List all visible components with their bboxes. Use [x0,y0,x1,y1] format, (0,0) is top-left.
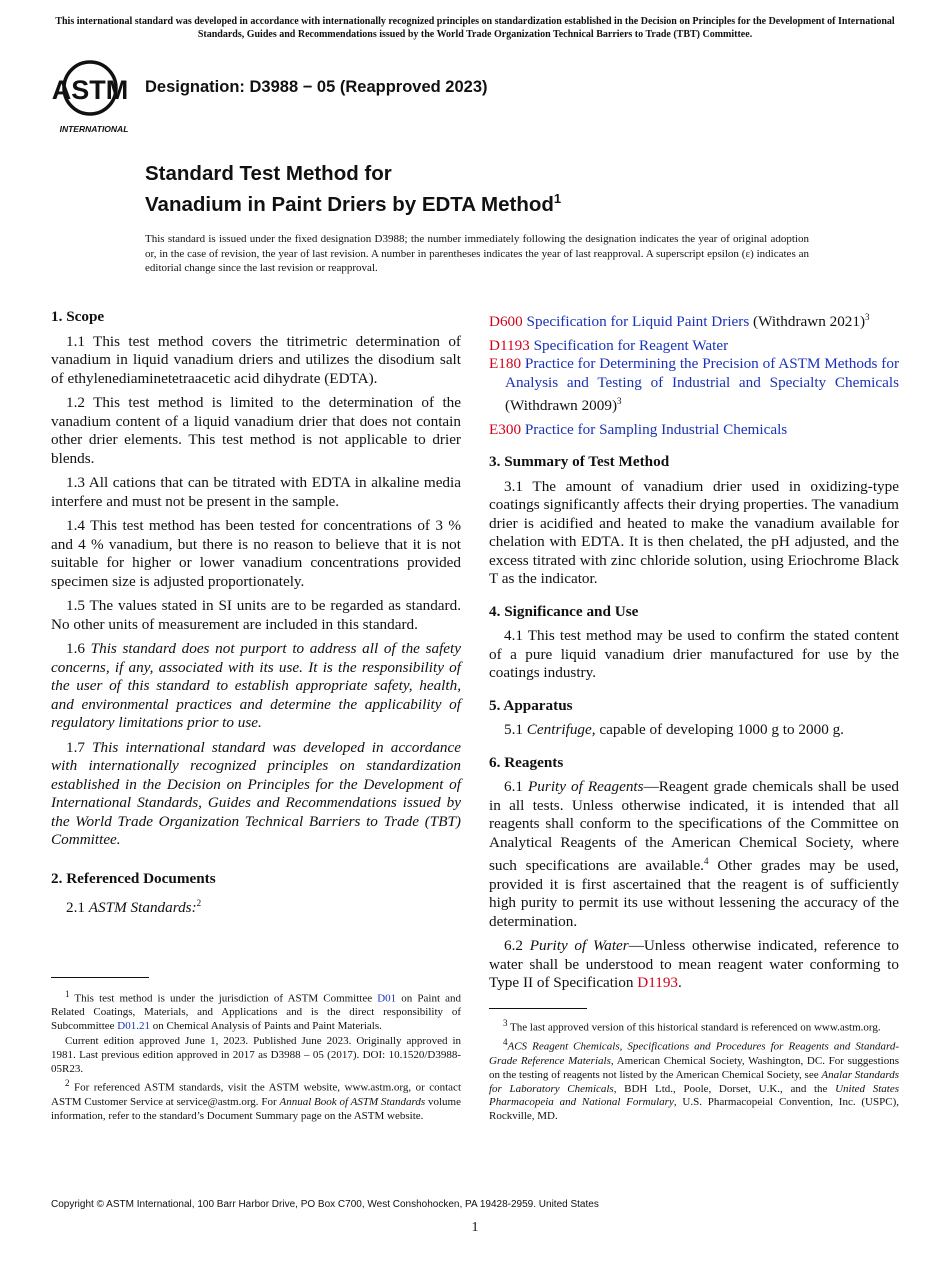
reference-code[interactable]: E180 [489,355,522,373]
paragraph-6-1 [489,778,899,931]
reference-item[interactable] [489,355,899,416]
footnote-ref[interactable]: 2 [196,898,202,908]
paragraph-5-1-text: capable of developing 1000 g to 2000 g. [595,721,844,739]
paragraph-2-1-text: ASTM Standards: [88,899,197,917]
logo-text: ASTM [52,75,129,105]
footnote-text: on Chemical Analysis of Paints and Paint Materials. [150,1020,382,1033]
paragraph-5-1 [489,721,899,740]
paragraph-number: 5.1 [504,721,523,739]
preface: This standard is issued under the fixed designation D3988; the number immediately following the designation indicates the year of original adoption or, in the case of revision, the year of last revision. A number in parentheses indicates the year of last reapproval. A superscript epsilon (ε) indicates an editorial change since the last revision or reapproval. [145,233,809,274]
section-heading-referenced: 2. Referenced Documents [51,869,216,887]
astm-logo-icon [52,55,136,135]
reference-code[interactable]: E300 [489,420,522,438]
footnote-4 [489,1036,899,1123]
footnote-text: For referenced ASTM standards, visit the ASTM website, www.astm.org, or contact ASTM Customer Service at service@astm.org. For [51,1082,461,1108]
paragraph-1-7-text: This international standard was developed in accordance with internationally recognized principles on standardization established in the Decision on Principles for the Development of International Standards, Guides and Recommendations issued by the World Trade Organization Technical Barriers to Trade (TBT) Committee. [51,738,462,848]
logo-subtext: INTERNATIONAL [59,124,129,134]
footnote-number: 1 [65,989,70,999]
reference-item[interactable] [489,308,899,332]
footnote-text: This test method is under the jurisdiction of ASTM Committee [69,992,378,1005]
paragraph-6-2-text: —Unless otherwise indicated, reference to water shall be understood to mean reagent water conforming to Type II of Specification [489,937,900,992]
reference-note: (Withdrawn 2021) [749,313,866,331]
term: Purity of Water [529,937,629,955]
page-title [145,161,561,217]
reference-title[interactable]: Specification for Reagent Water [533,336,729,354]
paragraph-number: 1.6 [66,640,85,657]
footnote-2 [51,1077,461,1123]
footnote-text: , American Chemical Society, Washington, DC. For suggestions on the testing of reagents not listed by the American Chemical Society, see [489,1054,899,1081]
paragraph-number: 1.7 [66,738,85,756]
footnote-ref[interactable]: 3 [617,396,622,407]
paragraph-1-5: 1.5 The values stated in SI units are to be regarded as standard. No other units of measurement are included in this standard. [51,597,461,633]
right-column [489,308,899,999]
paragraph-2-1 [51,894,461,918]
footnote-text: , U.S. Pharmacopeial Convention, Inc. (USPC), Rockville, MD. [489,1096,899,1123]
paragraph-number: 6.2 [504,937,523,955]
footnote-text: volume information, refer to the standard’s Document Summary page on the ASTM website. [51,1095,461,1122]
reference-item[interactable] [489,416,899,440]
reference-code[interactable]: D600 [489,313,523,331]
paragraph-6-2 [489,937,899,993]
footnote-divider-right [489,1008,587,1009]
footnote-number: 3 [503,1018,508,1028]
paragraph-6-2-end: . [678,974,682,992]
section-heading-significance: 4. Significance and Use [489,602,639,620]
reference-title[interactable]: Practice for Determining the Precision of ASTM Methods for Analysis and Testing of Industrial and Specialty Chemicals [505,355,900,391]
footnote-italic: Analar Standards for Laboratory Chemicals [489,1068,899,1095]
term: Purity of Reagents [528,778,644,796]
footnote-divider-left [51,977,149,978]
designation: Designation: D3988 − 05 (Reapproved 2023) [145,78,488,96]
subcommittee-link[interactable]: D01.21 [117,1020,150,1033]
paragraph-3-1: 3.1 The amount of vanadium drier used in oxidizing-type coatings significantly affects their drying properties. The vanadium drier is acidified and heated to make the vanadium available for chelation with EDTA. It is then chelated, the pH adjusted, and the excess titrated with zinc chloride solution, using Eriochrome Black T as the indicator. [489,477,899,588]
paragraph-4-1: 4.1 This test method may be used to confirm the stated content of a pure liquid vanadium drier manufactured for use by the coatings industry. [489,627,899,682]
title-line-2-text: Vanadium in Paint Driers by EDTA Method [145,192,554,216]
section-heading-apparatus: 5. Apparatus [489,696,573,714]
paragraph-1-3: 1.3 All cations that can be titrated with EDTA in alkaline media interfere and must not be present in the sample. [51,474,461,510]
reference-note: (Withdrawn 2009) [505,397,617,415]
title-line-1: Standard Test Method for [145,162,392,185]
footnotes-left [51,988,461,1124]
paragraph-number: 2.1 [66,899,85,917]
paragraph-1-4: 1.4 This test method has been tested for concentrations of 3 % and 4 % vanadium, but there is no reason to believe that it is not suitable for higher or lower vanadium concentrations provided specimen size is adjusted proportionately. [51,517,461,590]
paragraph-number: 6.1 [504,778,523,796]
paragraph-1-6 [51,640,461,733]
paragraph-6-1-text: —Reagent grade chemicals shall be used in all tests. Unless otherwise indicated, it is intended that all reagents shall conform to the specifications of the Committee on Analytical Reagents of the American Chemical Society, where such specifications are available. [489,778,900,875]
spec-link[interactable]: D1193 [637,974,679,992]
footnotes-right [489,1017,899,1125]
paragraph-1-6-text: This standard does not purport to address all of the safety concerns, if any, associated with its use. It is the responsibility of the user of this standard to establish appropriate safety, health, and environmental practices and determine the applicability of regulatory limitations prior to use. [51,640,462,731]
page-number: 1 [471,1220,479,1235]
term: Centrifuge, [526,721,596,739]
paragraph-6-1-text-cont: Other grades may be used, provided it is first ascertained that the reagent is of sufficiently high purity to permit its use without lessening the accuracy of the determination. [489,857,899,930]
footnote-text: on Paint and Related Coatings, Materials, and Applications and is the direct responsibility of Subcommittee [51,992,462,1033]
footnote-1 [51,988,461,1034]
footnote-number: 2 [65,1078,70,1089]
footnote-number: 4 [503,1037,508,1048]
title-footnote-ref[interactable]: 1 [553,191,562,206]
footnote-3 [489,1017,899,1035]
committee-link[interactable]: D01 [377,992,397,1005]
paragraph-1-2: 1.2 This test method is limited to the determination of the vanadium content of a liquid vanadium drier that does not contain other drier elements. This test method is not applicable to drier blends. [51,394,461,467]
section-heading-reagents: 6. Reagents [489,753,564,771]
footnote-text: , BDH Ltd., Poole, Dorset, U.K., and the [613,1082,836,1095]
reference-list [489,308,899,439]
reference-title[interactable]: Specification for Liquid Paint Driers [526,313,750,331]
footnote-text: The last approved version of this historical standard is referenced on www.astm.org. [507,1021,881,1034]
footnote-italic: United States Pharmacopeia and National Formulary [489,1082,899,1109]
left-column [51,308,461,924]
reference-title[interactable]: Practice for Sampling Industrial Chemicals [524,420,788,438]
section-heading-scope: 1. Scope [51,308,105,325]
title-line-2 [145,186,561,217]
footnote-ref[interactable]: 4 [703,856,709,867]
paragraph-1-1: 1.1 This test method covers the titrimetric determination of vanadium in liquid vanadium driers and utilizes the disodium salt of ethylenediaminetetraacetic acid dihydrate (EDTA). [51,332,461,387]
reference-item[interactable] [489,332,899,356]
section-heading-summary: 3. Summary of Test Method [489,453,670,471]
footnote-ref[interactable]: 3 [865,312,870,322]
footnote-1-edition: Current edition approved June 1, 2023. Published June 2023. Originally approved in 1981. Last previous edition approved in 2017 as D3988 – 05 (2017). DOI: 10.1520/D3988-05R23. [51,1035,461,1075]
paragraph-1-7 [51,739,461,850]
copyright: Copyright © ASTM International, 100 Barr Harbor Drive, PO Box C700, West Conshohocken, PA 19428-2959. United States [51,1199,599,1210]
astm-logo [52,55,136,135]
reference-code[interactable]: D1193 [489,336,530,354]
footnote-italic: Annual Book of ASTM Standards [279,1095,426,1108]
top-notice: This international standard was developed in accordance with internationally recognized principles on standardization established in the Decision on Principles for the Development of International Standards, Guides and Recommendations issued by the World Trade Organization Technical Barriers to Trade (TBT) Committee. [55,16,895,40]
footnote-italic: ACS Reagent Chemicals, Specifications and Procedures for Reagents and Standard-Grade Reference Materials [489,1041,899,1067]
